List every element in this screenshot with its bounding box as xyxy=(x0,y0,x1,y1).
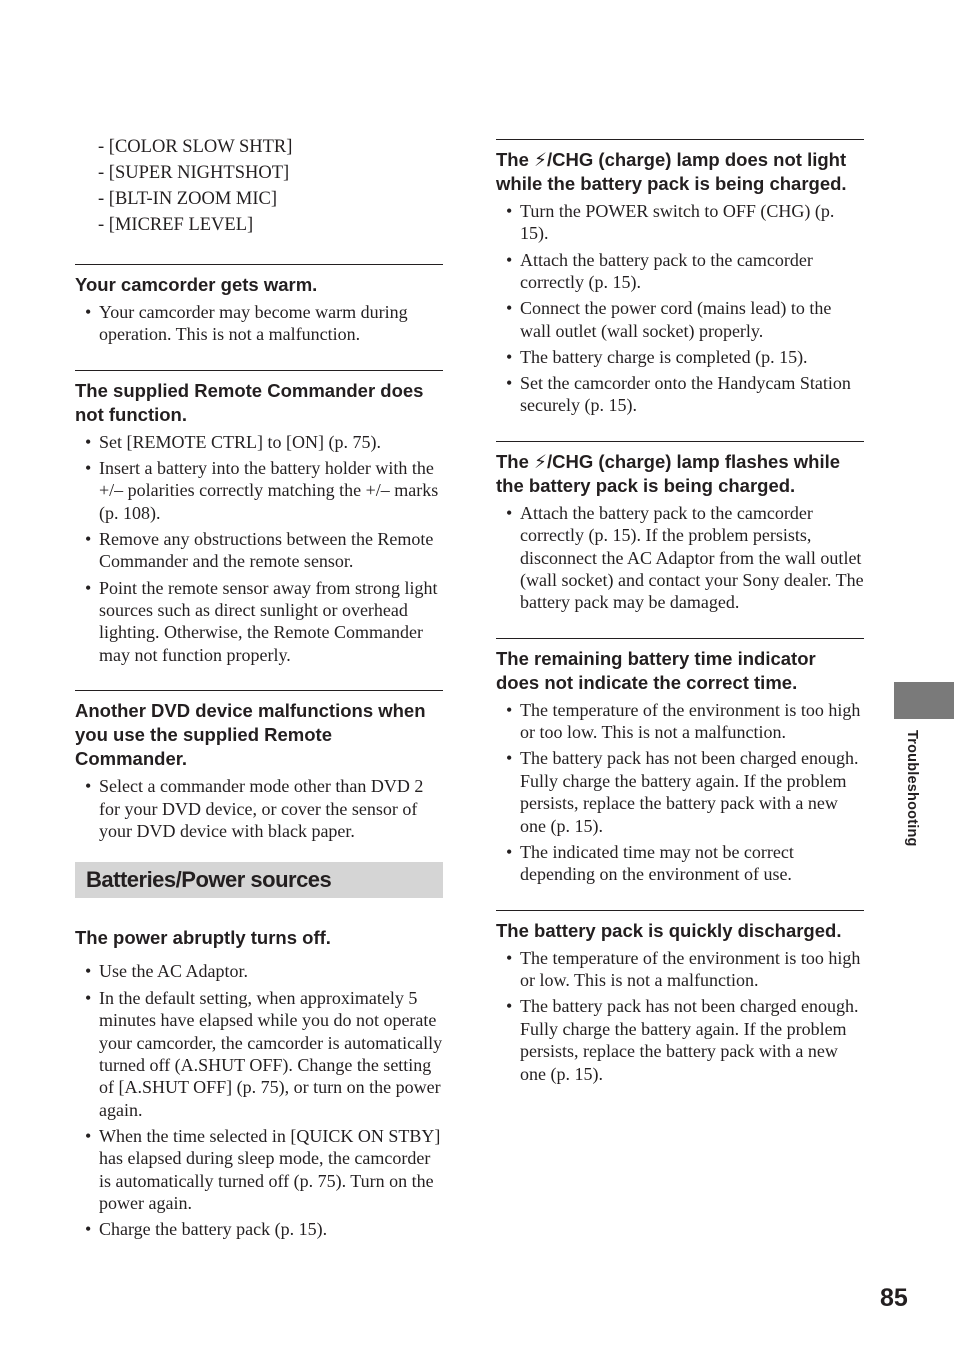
menu-item: - [SUPER NIGHTSHOT] xyxy=(98,160,443,186)
bullet-item: • Remove any obstructions between the Remote Commander and the remote sensor. xyxy=(85,528,443,573)
section-heading: The supplied Remote Commander does not function. xyxy=(75,379,424,425)
bullet-item: • Turn the POWER switch to OFF (CHG) (p. 15). xyxy=(506,200,864,245)
bullet-list xyxy=(85,775,443,842)
bullet-item: • Set the camcorder onto the Handycam Station securely (p. 15). xyxy=(506,372,864,417)
bullet-list xyxy=(506,699,864,886)
menu-item: - [MICREF LEVEL] xyxy=(98,212,443,238)
right-column xyxy=(496,139,864,1089)
section-remote-commander xyxy=(75,370,443,666)
section-heading: The remaining battery time indicator does not indicate the correct time. xyxy=(496,647,816,693)
bullet-list xyxy=(506,200,864,417)
bullet-item: • The temperature of the environment is too high or too low. This is not a malfunction. xyxy=(506,699,864,744)
bullet-item: • Set [REMOTE CTRL] to [ON] (p. 75). xyxy=(85,431,443,453)
bullet-list xyxy=(85,301,443,346)
section-heading: The ⚡/CHG (charge) lamp flashes while the battery pack is being charged. xyxy=(496,450,841,496)
bullet-item: • Attach the battery pack to the camcorder correctly (p. 15). If the problem persists, disconnect the AC Adaptor from the wall outlet (wall socket) and contact your Sony dealer. The battery pack may be damaged. xyxy=(506,502,864,614)
menu-item: - [COLOR SLOW SHTR] xyxy=(98,134,443,160)
bullet-list xyxy=(506,502,864,614)
bullet-item: • Use the AC Adaptor. xyxy=(85,960,443,982)
page-number: 85 xyxy=(880,1284,908,1312)
bullet-item: • Insert a battery into the battery holder with the +/– polarities correctly matching the +/– marks (p. 108). xyxy=(85,457,443,524)
menu-item: - [BLT-IN ZOOM MIC] xyxy=(98,186,443,212)
category-heading: Batteries/Power sources xyxy=(75,862,443,898)
section-camcorder-warm xyxy=(75,264,443,346)
section-battery-discharged xyxy=(496,910,864,1085)
bullet-item: • The temperature of the environment is too high or low. This is not a malfunction. xyxy=(506,947,864,992)
bullet-item: • Charge the battery pack (p. 15). xyxy=(85,1218,443,1240)
section-charge-lamp-not-lit xyxy=(496,139,864,417)
bullet-item: • The battery pack has not been charged enough. Fully charge the battery again. If the problem persists, replace the battery pack with a new one (p. 15). xyxy=(506,747,864,837)
menu-item-list xyxy=(98,134,443,238)
left-column xyxy=(75,134,443,1245)
bullet-item: • In the default setting, when approximately 5 minutes have elapsed while you do not operate your camcorder, the camcorder is automatically turned off (A.SHUT OFF). Change the setting of [A.SHUT OFF] (p. 75), or turn on the power again. xyxy=(85,987,443,1121)
bullet-item: • Attach the battery pack to the camcorder correctly (p. 15). xyxy=(506,249,864,294)
bullet-list xyxy=(85,431,443,666)
bullet-item: • When the time selected in [QUICK ON STBY] has elapsed during sleep mode, the camcorder is automatically turned off (p. 75). Turn on the power again. xyxy=(85,1125,443,1215)
section-heading: The power abruptly turns off. xyxy=(75,927,331,949)
bullet-item: • Connect the power cord (mains lead) to the wall outlet (wall socket) properly. xyxy=(506,297,864,342)
section-battery-indicator xyxy=(496,638,864,886)
section-heading: Another DVD device malfunctions when you use the supplied Remote Commander. xyxy=(75,700,426,770)
chapter-tab-marker xyxy=(894,682,954,719)
bullet-item: • The indicated time may not be correct depending on the environment of use. xyxy=(506,841,864,886)
bullet-list xyxy=(85,960,443,1240)
section-power-off xyxy=(75,926,443,1240)
section-heading: The ⚡/CHG (charge) lamp does not light while the battery pack is being charged. xyxy=(496,149,847,194)
chapter-tab-label: Troubleshooting xyxy=(904,730,920,847)
bullet-item: • The battery pack has not been charged enough. Fully charge the battery again. If the problem persists, replace the battery pack with a new one (p. 15). xyxy=(506,995,864,1085)
section-charge-lamp-flashes xyxy=(496,441,864,614)
bullet-list xyxy=(506,947,864,1085)
section-dvd-malfunction xyxy=(75,690,443,842)
bullet-item: • Point the remote sensor away from strong light sources such as direct sunlight or overhead lighting. Otherwise, the Remote Commander may not function properly. xyxy=(85,577,443,667)
section-heading: The battery pack is quickly discharged. xyxy=(496,919,842,941)
section-heading: Your camcorder gets warm. xyxy=(75,274,318,295)
bullet-item: • Select a commander mode other than DVD 2 for your DVD device, or cover the sensor of your DVD device with black paper. xyxy=(85,775,443,842)
bullet-item: • The battery charge is completed (p. 15). xyxy=(506,346,864,368)
bullet-item: • Your camcorder may become warm during operation. This is not a malfunction. xyxy=(85,301,443,346)
